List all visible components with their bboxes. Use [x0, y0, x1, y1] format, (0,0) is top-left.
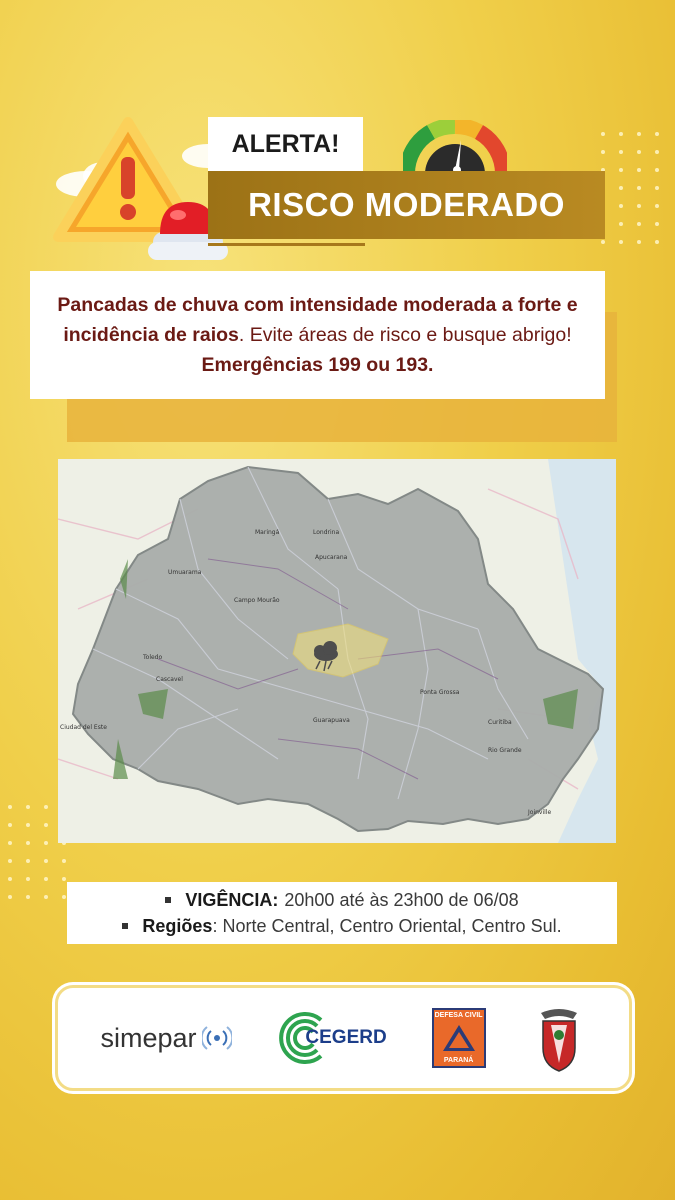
bullet-icon: [165, 897, 171, 903]
map-city-joinville: Joinville: [528, 809, 552, 816]
regioes-value: : Norte Central, Centro Oriental, Centro Sul.: [212, 915, 562, 936]
defesa-civil-top-text: DEFESA CIVIL: [434, 1012, 483, 1019]
cegerd-logo: [277, 1010, 386, 1066]
map-city-guarapuava: Guarapuava: [313, 717, 350, 724]
vigencia-line: [67, 887, 617, 913]
risk-gauge-icon: [403, 120, 507, 176]
map-city-cascavel: Cascavel: [156, 676, 183, 683]
cegerd-logo-text: CEGERD: [305, 1027, 387, 1048]
defesa-civil-logo: [432, 1008, 486, 1068]
parana-coat-of-arms-icon: [531, 1003, 587, 1073]
map-city-londrina: Londrina: [313, 529, 340, 536]
map-city-apucarana: Apucarana: [315, 554, 348, 561]
map-city-campo-mourao: Campo Mourão: [234, 597, 280, 604]
risk-level-banner: RISCO MODERADO: [208, 171, 605, 239]
regioes-label: Regiões: [142, 915, 213, 936]
message-bold-2: Emergências 199 ou 193.: [201, 354, 434, 376]
regioes-line: [67, 913, 617, 939]
map-city-ciudad-del-este: Ciudad del Este: [60, 724, 107, 731]
simepar-waves-icon: [202, 1025, 232, 1051]
risk-map: [58, 459, 616, 843]
banner-underline: [208, 243, 365, 246]
map-city-maringa: Maringá: [255, 529, 280, 536]
message-bold-1: Pancadas de chuva com intensidade moderada a forte e incidência de raios: [57, 294, 578, 346]
vigencia-value: 20h00 até às 23h00 de 06/08: [284, 889, 519, 910]
alert-message: [30, 271, 605, 399]
defesa-civil-triangle-icon: [441, 1023, 477, 1053]
simepar-logo-text: simepar: [100, 1022, 197, 1053]
info-box: [67, 882, 617, 944]
bullet-icon: [122, 923, 128, 929]
decorative-dots-right: [601, 132, 665, 250]
defesa-civil-bottom-text: PARANÁ: [443, 1057, 474, 1064]
map-graphic: [58, 459, 616, 843]
simepar-logo: [100, 1023, 232, 1054]
map-city-umuarama: Umuarama: [168, 569, 202, 576]
alert-tag: ALERTA!: [208, 117, 363, 171]
map-city-toledo: Toledo: [143, 654, 163, 661]
partner-logos: [55, 985, 632, 1091]
map-city-ponta-grossa: Ponta Grossa: [420, 689, 460, 696]
message-normal: . Evite áreas de risco e busque abrigo!: [238, 324, 572, 346]
map-city-rio-grande: Rio Grande: [488, 747, 522, 754]
alert-message-text: [52, 290, 583, 380]
vigencia-label: VIGÊNCIA:: [185, 889, 279, 910]
warning-siren-icon: [48, 112, 228, 272]
map-city-curitiba: Curitiba: [488, 719, 512, 726]
